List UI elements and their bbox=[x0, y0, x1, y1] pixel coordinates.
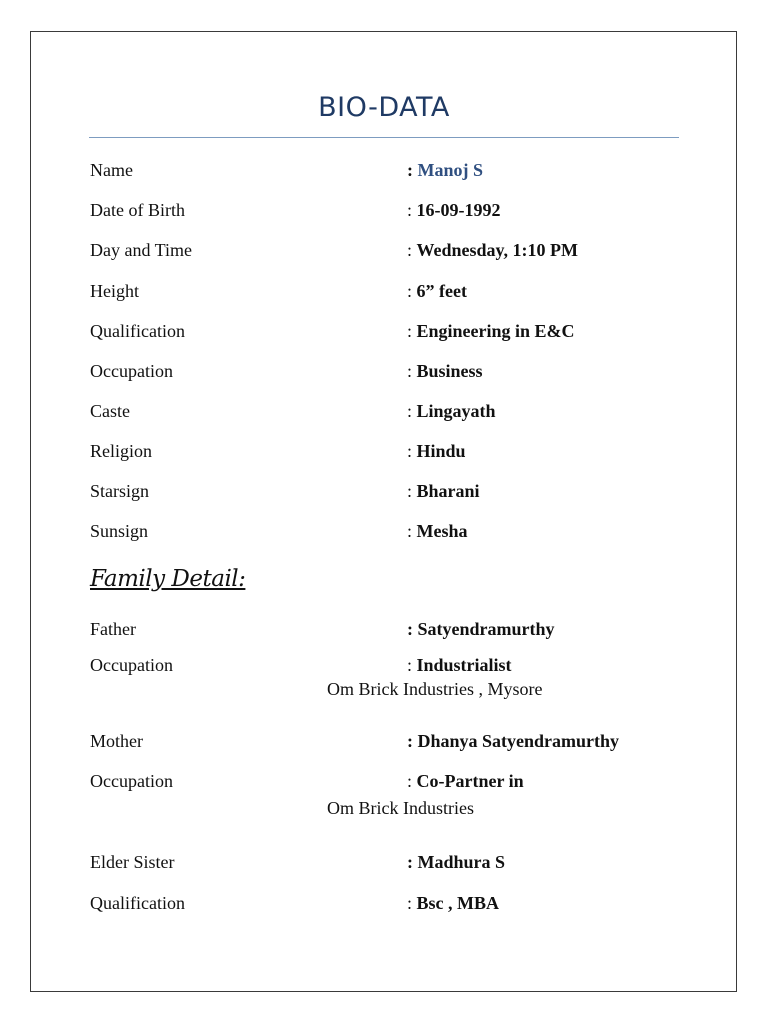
colon: : bbox=[407, 240, 413, 260]
field-label: Father bbox=[90, 619, 136, 639]
field-label: Height bbox=[90, 281, 139, 301]
colon: : bbox=[407, 441, 413, 461]
dob-value: 16-09-1992 bbox=[416, 200, 501, 220]
field-label: Caste bbox=[90, 401, 130, 421]
religion-value: Hindu bbox=[416, 441, 466, 461]
mother-value: Dhanya Satyendramurthy bbox=[417, 731, 620, 751]
colon: : bbox=[407, 852, 413, 872]
colon: : bbox=[407, 401, 413, 421]
field-label: Elder Sister bbox=[90, 852, 175, 872]
field-value bbox=[407, 521, 468, 542]
field-label: Day and Time bbox=[90, 240, 193, 260]
colon: : bbox=[407, 655, 413, 675]
colon: : bbox=[407, 361, 413, 381]
occupation-value: Business bbox=[416, 361, 483, 381]
colon: : bbox=[407, 321, 413, 341]
colon: : bbox=[407, 893, 413, 913]
sister-qualification-value: Bsc , MBA bbox=[416, 893, 500, 913]
qualification-value: Engineering in E&C bbox=[416, 321, 575, 341]
field-value bbox=[407, 893, 499, 914]
colon: : bbox=[407, 731, 413, 751]
field-value bbox=[407, 321, 575, 342]
day-time-value: Wednesday, 1:10 PM bbox=[416, 240, 579, 260]
field-label: Occupation bbox=[90, 361, 173, 381]
colon: : bbox=[407, 771, 413, 791]
father-value: Satyendramurthy bbox=[417, 619, 555, 639]
page-border bbox=[30, 31, 737, 992]
colon: : bbox=[407, 160, 413, 180]
field-value bbox=[407, 441, 466, 462]
field-label: Occupation bbox=[90, 771, 173, 791]
field-value bbox=[407, 281, 467, 302]
field-value bbox=[407, 852, 505, 873]
field-label: Starsign bbox=[90, 481, 150, 501]
name-value: Manoj S bbox=[417, 160, 484, 180]
title-underline bbox=[89, 137, 679, 138]
field-label: Qualification bbox=[90, 321, 185, 341]
colon: : bbox=[407, 521, 413, 541]
elder-sister-value: Madhura S bbox=[417, 852, 506, 872]
father-occupation-detail: Om Brick Industries , Mysore bbox=[327, 679, 543, 699]
mother-occupation-value: Co-Partner in bbox=[416, 771, 524, 791]
field-label: Sunsign bbox=[90, 521, 149, 541]
sunsign-value: Mesha bbox=[416, 521, 468, 541]
colon: : bbox=[407, 281, 413, 301]
field-value bbox=[407, 160, 483, 181]
field-label: Mother bbox=[90, 731, 143, 751]
starsign-value: Bharani bbox=[416, 481, 480, 501]
field-value bbox=[407, 655, 512, 676]
field-value bbox=[407, 200, 501, 221]
field-value bbox=[407, 481, 480, 502]
mother-occupation-detail: Om Brick Industries bbox=[327, 798, 474, 818]
field-label: Date of Birth bbox=[90, 200, 185, 220]
field-label: Qualification bbox=[90, 893, 185, 913]
field-label: Occupation bbox=[90, 655, 173, 675]
field-value bbox=[407, 619, 555, 640]
field-value bbox=[407, 731, 619, 752]
colon: : bbox=[407, 619, 413, 639]
page-title: BIO-DATA bbox=[318, 92, 450, 123]
caste-value: Lingayath bbox=[416, 401, 496, 421]
family-detail-heading: Family Detail: bbox=[90, 566, 246, 592]
field-value bbox=[407, 240, 578, 261]
field-label: Name bbox=[90, 160, 133, 180]
father-occupation-value: Industrialist bbox=[416, 655, 512, 675]
field-value bbox=[407, 401, 496, 422]
field-value bbox=[407, 361, 483, 382]
field-value bbox=[407, 771, 524, 792]
colon: : bbox=[407, 200, 413, 220]
field-label: Religion bbox=[90, 441, 152, 461]
height-value: 6” feet bbox=[416, 281, 467, 301]
colon: : bbox=[407, 481, 413, 501]
